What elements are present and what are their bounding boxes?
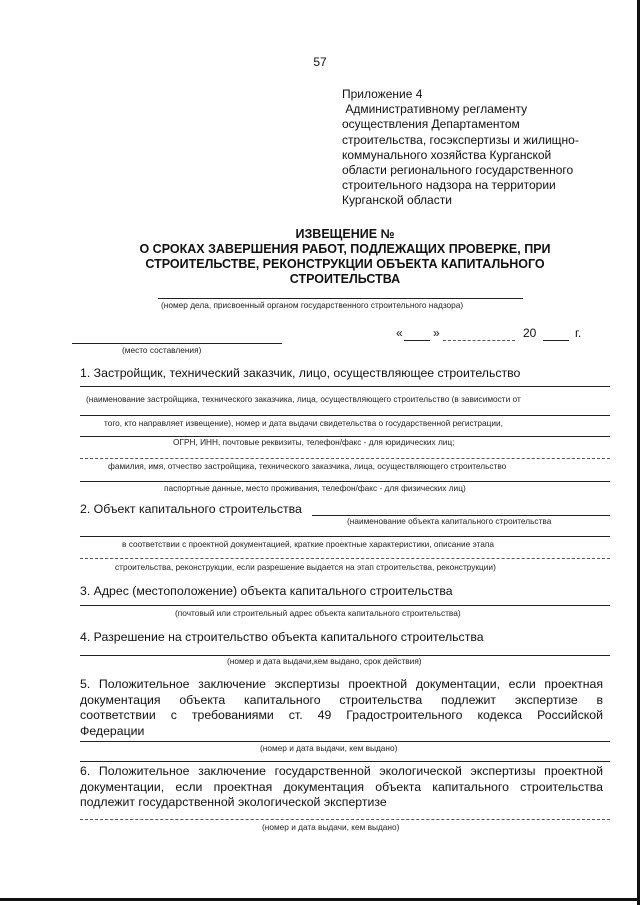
- section-1-line: [80, 458, 610, 459]
- case-number-line: [158, 298, 523, 299]
- section-6-line: 6. Положительное заключение государственной экологической экспертизы проектной: [80, 764, 603, 778]
- section-1-line: [80, 481, 610, 482]
- title-line: СТРОИТЕЛЬСТВЕ, РЕКОНСТРУКЦИИ ОБЪЕКТА КАПИТАЛЬНОГО: [145, 257, 545, 271]
- section-2-line: [80, 536, 610, 537]
- appendix-line: коммунального хозяйства Курганской: [342, 147, 552, 162]
- appendix-reference: [342, 87, 579, 209]
- section-1-caption: (наименование застройщика, технического заказчика, лица, осуществляющего строительство (в зависимости от: [86, 394, 521, 404]
- section-6-line: документации, если проектная документация объекта капитального строительства: [80, 779, 603, 794]
- section-4-caption: (номер и дата выдачи,кем выдано, срок действия): [227, 656, 422, 666]
- section-5-line: документация объекта капитального строительства подлежит экспертизе в: [80, 692, 603, 707]
- section-5-line: Федерации: [80, 723, 145, 738]
- appendix-line: Курганской области: [342, 193, 452, 208]
- appendix-line: Административному регламенту: [342, 102, 528, 117]
- section-1-caption: ОГРН, ИНН, почтовые реквизиты, телефон/факс - для юридических лиц;: [173, 437, 455, 447]
- section-6-line: подлежит государственной экологической экспертизе: [80, 795, 387, 809]
- date-month-line: [443, 340, 515, 341]
- appendix-line: строительства, госэкспертизы и жилищно-: [342, 132, 579, 147]
- title-line: СТРОИТЕЛЬСТВА: [289, 272, 401, 286]
- section-2-caption: строительства, реконструкции, если разрешение выдается на этап строительства, реконструкции): [115, 562, 496, 572]
- section-1-caption: фамилия, имя, отчество застройщика, технического заказчика, лица, осуществляющего строительство: [108, 461, 507, 471]
- date-year-prefix: 20: [523, 326, 537, 340]
- case-number-caption: (номер дела, присвоенный органом государственного строительного надзора): [161, 300, 464, 310]
- title-line: О СРОКАХ ЗАВЕРШЕНИЯ РАБОТ, ПОДЛЕЖАЩИХ ПРОВЕРКЕ, ПРИ: [139, 242, 551, 256]
- section-2-caption: (наименование объекта капитального строительства: [347, 516, 552, 526]
- date-year-line: [543, 340, 569, 341]
- section-1-line: [80, 386, 610, 387]
- title-line: ИЗВЕЩЕНИЕ №: [295, 227, 395, 241]
- section-6-paragraph: [80, 764, 603, 811]
- section-2-heading: 2. Объект капитального строительства: [80, 502, 302, 516]
- appendix-line: строительного надзора на территории: [342, 178, 556, 193]
- appendix-line: Приложение 4: [342, 87, 423, 101]
- appendix-line: осуществления Департаментом: [342, 117, 520, 132]
- section-5-line-rule: [80, 741, 610, 742]
- place-line: [72, 343, 282, 344]
- section-6-caption: (номер и дата выдачи, кем выдано): [262, 822, 400, 832]
- section-3-heading: 3. Адрес (местоположение) объекта капитального строительства: [80, 584, 453, 598]
- section-2-caption: в соответствии с проектной документацией, краткие проектные характеристики, описание этапа: [122, 539, 494, 549]
- appendix-line: области регионального государственного: [342, 163, 574, 178]
- section-3-line: [80, 605, 610, 606]
- date-close-quote: »: [433, 326, 440, 340]
- section-6-line-rule: [80, 819, 610, 820]
- section-3-caption: (почтовый или строительный адрес объекта капитального строительства): [175, 608, 461, 618]
- section-5-caption: (номер и дата выдачи, кем выдано): [260, 743, 398, 753]
- section-1-caption: паспортные данные, место проживания, телефон/факс - для физических лиц): [164, 483, 466, 493]
- date-day-line: [404, 340, 430, 341]
- section-1-caption: того, кто направляет извещение), номер и дата выдачи свидетельства о государственной регистрации,: [104, 418, 503, 428]
- scan-edge-bottom: [0, 898, 640, 901]
- section-2-line: [80, 558, 610, 559]
- section-1-line: [80, 415, 610, 416]
- date-year-suffix: г.: [575, 326, 582, 340]
- section-4-heading: 4. Разрешение на строительство объекта капитального строительства: [80, 630, 484, 644]
- section-1-heading: 1. Застройщик, технический заказчик, лицо, осуществляющее строительство: [80, 366, 521, 380]
- date-open-quote: «: [396, 326, 403, 340]
- section-5-line: соответствии с требованиями ст. 49 Градостроительного кодекса Российской: [80, 708, 603, 722]
- page-number: 57: [313, 55, 327, 69]
- section-5-paragraph: [80, 677, 603, 739]
- place-caption: (место составления): [122, 345, 202, 355]
- document-title: [80, 227, 610, 287]
- section-6-top-rule: [80, 761, 610, 762]
- section-5-line: 5. Положительное заключение экспертизы проектной документации, если проектная: [80, 677, 603, 691]
